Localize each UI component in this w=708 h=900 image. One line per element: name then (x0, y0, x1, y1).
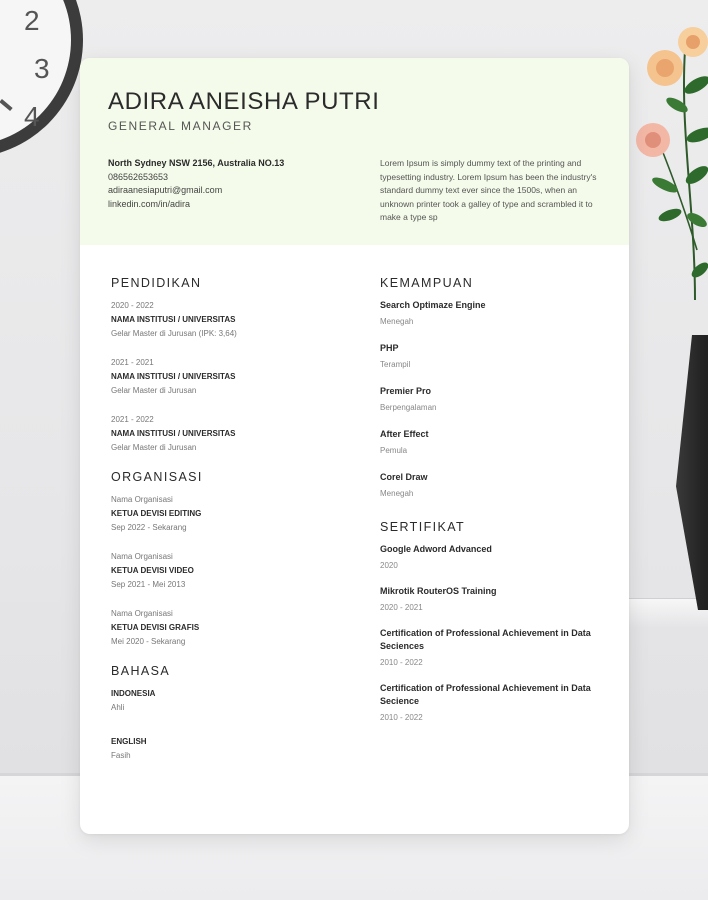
education-item (111, 413, 351, 455)
language-name: INDONESIA (111, 689, 156, 698)
skill-name: After Effect (380, 429, 429, 439)
left-column (111, 276, 351, 778)
language-name: ENGLISH (111, 737, 147, 746)
section-title-skills: KEMAMPUAN (380, 276, 474, 290)
email: adiraanesiaputri@gmail.com (108, 185, 223, 195)
certificate-name: Certification of Professional Achievement in Data Seciences (380, 628, 591, 651)
flower-plant-icon (625, 10, 708, 300)
education-item (111, 356, 351, 398)
certificate-item (380, 543, 600, 572)
organization-role: KETUA DEVISI EDITING (111, 509, 202, 518)
certificate-item (380, 585, 600, 614)
clock-digit-3: 3 (34, 53, 50, 84)
section-title-education: PENDIDIKAN (111, 276, 202, 290)
section-title-organization: ORGANISASI (111, 470, 203, 484)
organization-item (111, 550, 351, 592)
education-years: 2020 - 2022 (111, 301, 154, 310)
organization-period: Mei 2020 - Sekarang (111, 637, 186, 646)
organization-role: KETUA DEVISI GRAFIS (111, 623, 200, 632)
organization-name: Nama Organisasi (111, 495, 173, 504)
organization-item (111, 493, 351, 535)
language-item (111, 687, 351, 715)
skill-name: PHP (380, 343, 399, 353)
right-column (380, 276, 600, 737)
language-level: Fasih (111, 751, 131, 760)
certificate-years: 2020 (380, 561, 398, 570)
skill-item (380, 428, 600, 457)
certificate-item (380, 627, 600, 669)
contact-info (108, 157, 284, 211)
education-detail: Gelar Master di Jurusan (111, 443, 197, 452)
skill-level: Terampil (380, 360, 411, 369)
resume-card (80, 58, 629, 834)
clock-digit-2: 2 (24, 5, 40, 36)
skill-item (380, 342, 600, 371)
language-item (111, 735, 351, 763)
skill-level: Berpengalaman (380, 403, 437, 412)
job-title: GENERAL MANAGER (108, 119, 253, 133)
certificate-name: Google Adword Advanced (380, 544, 492, 554)
education-detail: Gelar Master di Jurusan (IPK: 3,64) (111, 329, 237, 338)
address: North Sydney NSW 2156, Australia NO.13 (108, 158, 285, 168)
education-years: 2021 - 2021 (111, 358, 154, 367)
certificate-years: 2020 - 2021 (380, 603, 423, 612)
certificate-years: 2010 - 2022 (380, 713, 423, 722)
organization-period: Sep 2022 - Sekarang (111, 523, 187, 532)
skill-level: Menegah (380, 317, 414, 326)
education-detail: Gelar Master di Jurusan (111, 386, 197, 395)
linkedin: linkedin.com/in/adira (108, 198, 191, 209)
skill-item (380, 299, 600, 328)
organization-item (111, 607, 351, 649)
section-title-certificates: SERTIFIKAT (380, 520, 466, 534)
skill-name: Search Optimaze Engine (380, 300, 486, 310)
wall-clock-icon (0, 0, 85, 190)
education-institution: NAMA INSTITUSI / UNIVERSITAS (111, 429, 236, 438)
resume-header (80, 58, 629, 245)
organization-role: KETUA DEVISI VIDEO (111, 566, 194, 575)
vase (676, 335, 708, 610)
certificate-years: 2010 - 2022 (380, 658, 423, 667)
skill-item (380, 385, 600, 414)
candidate-name: ADIRA ANEISHA PUTRI (108, 88, 380, 115)
clock-digit-4: 4 (24, 101, 40, 132)
certificate-item (380, 682, 600, 724)
certificate-name: Mikrotik RouterOS Training (380, 586, 497, 596)
profile-summary: Lorem Ipsum is simply dummy text of the printing and typesetting industry. Lorem Ipsum has been the industry's standard dummy text ever since the 1500s, when an unknown printer took a galley of type and scrambled it to make a type sp (380, 158, 597, 222)
language-level: Ahli (111, 703, 125, 712)
skill-name: Premier Pro (380, 386, 432, 396)
skill-name: Corel Draw (380, 472, 428, 482)
organization-name: Nama Organisasi (111, 609, 173, 618)
certificate-name: Certification of Professional Achievement in Data Secience (380, 683, 591, 706)
education-institution: NAMA INSTITUSI / UNIVERSITAS (111, 315, 236, 324)
education-years: 2021 - 2022 (111, 415, 154, 424)
skill-level: Pemula (380, 446, 408, 455)
organization-name: Nama Organisasi (111, 552, 173, 561)
skill-item (380, 471, 600, 500)
shelf (628, 598, 708, 628)
education-item (111, 299, 351, 341)
skill-level: Menegah (380, 489, 414, 498)
phone: 086562653653 (108, 171, 169, 182)
organization-period: Sep 2021 - Mei 2013 (111, 580, 186, 589)
section-title-language: BAHASA (111, 664, 171, 678)
education-institution: NAMA INSTITUSI / UNIVERSITAS (111, 372, 236, 381)
